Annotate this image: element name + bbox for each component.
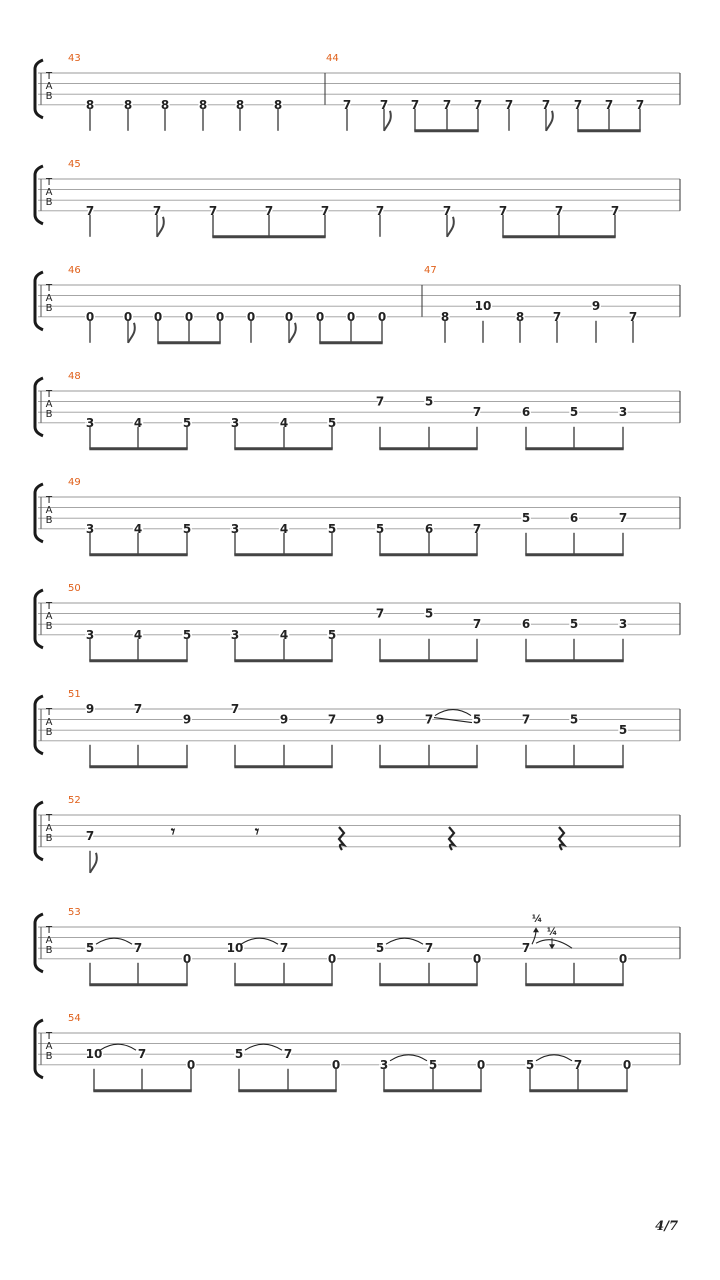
system-bracket xyxy=(35,484,43,542)
fret-number: 7 xyxy=(521,712,531,727)
fret-number: 8 xyxy=(198,97,208,112)
tab-clef-letter: B xyxy=(45,409,53,420)
fret-number: 5 xyxy=(327,415,337,430)
tab-clef-letter: T xyxy=(45,389,53,400)
fret-number: 5 xyxy=(234,1047,244,1062)
fret-number: 0 xyxy=(123,309,133,324)
fret-number: 9 xyxy=(591,299,601,314)
measure-number: 52 xyxy=(68,795,81,806)
tab-system xyxy=(35,371,680,449)
slur xyxy=(96,938,132,944)
tab-system xyxy=(35,477,680,555)
fret-number: 7 xyxy=(208,203,218,218)
fret-number: 5 xyxy=(472,712,482,727)
fret-number: 3 xyxy=(230,521,240,536)
fret-number: 7 xyxy=(85,829,95,844)
tab-system xyxy=(35,1013,680,1091)
fret-number: 7 xyxy=(137,1047,147,1062)
fret-number: 7 xyxy=(442,203,452,218)
tab-clef-letter: A xyxy=(45,81,53,92)
fret-number: 4 xyxy=(133,627,143,642)
fret-number: 9 xyxy=(182,712,192,727)
measure-number: 47 xyxy=(424,265,437,276)
fret-number: 0 xyxy=(622,1057,632,1072)
fret-number: 6 xyxy=(521,617,531,632)
fret-number: 7 xyxy=(152,203,162,218)
fret-number: 3 xyxy=(85,627,95,642)
tab-clef-letter: B xyxy=(45,515,53,526)
fret-number: 5 xyxy=(182,627,192,642)
slur xyxy=(435,710,471,716)
system-bracket xyxy=(35,802,43,860)
measure-number: 49 xyxy=(68,477,81,488)
fret-number: 7 xyxy=(85,203,95,218)
release-curve xyxy=(536,940,572,949)
fret-number: 3 xyxy=(230,627,240,642)
fret-number: 4 xyxy=(279,627,289,642)
tab-system xyxy=(35,265,680,343)
tab-system xyxy=(35,689,680,767)
fret-number: 3 xyxy=(618,405,628,420)
fret-number: 5 xyxy=(182,415,192,430)
fret-number: 5 xyxy=(375,521,385,536)
fret-number: 8 xyxy=(123,97,133,112)
slur xyxy=(536,1055,572,1061)
tab-system xyxy=(35,795,680,873)
fret-number: 8 xyxy=(273,97,283,112)
fret-number: 4 xyxy=(279,415,289,430)
tab-clef-letter: A xyxy=(45,1041,53,1052)
fret-number: 0 xyxy=(186,1057,196,1072)
measure-number: 46 xyxy=(68,265,81,276)
fret-number: 7 xyxy=(279,941,289,956)
system-bracket xyxy=(35,1020,43,1078)
fret-number: 6 xyxy=(521,405,531,420)
fret-number: 4 xyxy=(133,415,143,430)
measure-number: 44 xyxy=(326,53,339,64)
eighth-flag xyxy=(157,217,164,237)
tab-clef-letter: T xyxy=(45,177,53,188)
fret-number: 4 xyxy=(279,521,289,536)
fret-number: 5 xyxy=(85,941,95,956)
slur xyxy=(100,1044,136,1050)
tab-clef-letter: A xyxy=(45,611,53,622)
tab-clef-letter: B xyxy=(45,833,53,844)
fret-number: 0 xyxy=(85,309,95,324)
tab-clef-letter: B xyxy=(45,945,53,956)
fret-number: 7 xyxy=(521,941,531,956)
tab-clef-letter: A xyxy=(45,935,53,946)
measure-number: 51 xyxy=(68,689,81,700)
fret-number: 7 xyxy=(472,617,482,632)
fret-number: 7 xyxy=(230,702,240,716)
fret-number: 5 xyxy=(424,606,434,621)
eighth-flag xyxy=(447,217,454,237)
fret-number: 3 xyxy=(85,521,95,536)
page-number: 4/7 xyxy=(655,1219,678,1234)
tab-clef-letter: T xyxy=(45,925,53,936)
fret-number: 5 xyxy=(182,521,192,536)
fret-number: 0 xyxy=(184,309,194,324)
bend-arrow xyxy=(533,927,539,932)
fret-number: 8 xyxy=(440,309,450,324)
fret-number: 7 xyxy=(375,606,385,621)
fret-number: 7 xyxy=(472,405,482,420)
fret-number: 0 xyxy=(377,309,387,324)
tab-clef-letter: B xyxy=(45,91,53,102)
fret-number: 7 xyxy=(442,97,452,112)
fret-number: 5 xyxy=(327,627,337,642)
fret-number: 0 xyxy=(476,1057,486,1072)
fret-number: 0 xyxy=(215,309,225,324)
system-bracket xyxy=(35,378,43,436)
tab-clef-letter: A xyxy=(45,293,53,304)
fret-number: 10 xyxy=(226,941,244,956)
tab-clef-letter: B xyxy=(45,727,53,738)
eighth-rest: 𝄾 xyxy=(170,822,176,841)
fret-number: 0 xyxy=(315,309,325,324)
fret-number: 7 xyxy=(410,97,420,112)
measure-number: 53 xyxy=(68,907,81,918)
fret-number: 7 xyxy=(628,309,638,324)
fret-number: 8 xyxy=(160,97,170,112)
fret-number: 7 xyxy=(573,1057,583,1072)
fret-number: 7 xyxy=(320,203,330,218)
tab-clef-letter: T xyxy=(45,707,53,718)
tab-clef-letter: B xyxy=(45,1051,53,1062)
tab-clef-letter: T xyxy=(45,1031,53,1042)
tab-clef-letter: A xyxy=(45,399,53,410)
fret-number: 5 xyxy=(569,712,579,727)
tab-clef-letter: A xyxy=(45,823,53,834)
fret-number: 0 xyxy=(472,951,482,966)
fret-number: 8 xyxy=(515,309,525,324)
eighth-flag xyxy=(128,323,135,343)
tab-clef-letter: B xyxy=(45,303,53,314)
fret-number: 7 xyxy=(283,1047,293,1062)
system-bracket xyxy=(35,590,43,648)
tab-clef-letter: T xyxy=(45,283,53,294)
fret-number: 6 xyxy=(569,511,579,526)
fret-number: 3 xyxy=(230,415,240,430)
fret-number: 7 xyxy=(472,521,482,536)
eighth-rest: 𝄾 xyxy=(254,822,260,841)
fret-number: 7 xyxy=(379,97,389,112)
tab-clef-letter: T xyxy=(45,601,53,612)
fret-number: 5 xyxy=(424,394,434,409)
fret-number: 5 xyxy=(525,1057,535,1072)
slide xyxy=(434,718,472,723)
fret-number: 3 xyxy=(85,415,95,430)
fret-number: 9 xyxy=(375,712,385,727)
measure-number: 43 xyxy=(68,53,81,64)
fret-number: 0 xyxy=(284,309,294,324)
fret-number: 7 xyxy=(610,203,620,218)
tab-clef-letter: A xyxy=(45,187,53,198)
fret-number: 7 xyxy=(604,97,614,112)
eighth-flag xyxy=(546,111,553,131)
fret-number: 5 xyxy=(428,1057,438,1072)
fret-number: 5 xyxy=(375,941,385,956)
slur xyxy=(241,938,278,944)
fret-number: 4 xyxy=(133,521,143,536)
fret-number: 7 xyxy=(504,97,514,112)
measure-number: 45 xyxy=(68,159,81,170)
fret-number: 0 xyxy=(346,309,356,324)
tab-system xyxy=(35,907,680,985)
fret-number: 6 xyxy=(424,521,434,536)
tab-clef-letter: A xyxy=(45,717,53,728)
system-bracket xyxy=(35,914,43,972)
tab-clef-letter: T xyxy=(45,71,53,82)
fret-number: 5 xyxy=(569,617,579,632)
fret-number: 7 xyxy=(424,712,434,727)
tab-clef-letter: B xyxy=(45,197,53,208)
fret-number: 10 xyxy=(474,299,492,314)
tab-system xyxy=(35,159,680,237)
tab-system xyxy=(35,53,680,131)
fret-number: 7 xyxy=(424,941,434,956)
eighth-flag xyxy=(289,323,296,343)
tab-clef-letter: B xyxy=(45,621,53,632)
fret-number: 7 xyxy=(342,97,352,112)
fret-number: 7 xyxy=(635,97,645,112)
measure-number: 48 xyxy=(68,371,81,382)
fret-number: 5 xyxy=(618,723,628,738)
fret-number: 5 xyxy=(327,521,337,536)
system-bracket xyxy=(35,696,43,754)
fret-number: 7 xyxy=(375,203,385,218)
eighth-flag xyxy=(384,111,391,131)
eighth-flag xyxy=(90,853,97,873)
slur xyxy=(386,938,423,944)
fret-number: 0 xyxy=(182,951,192,966)
system-bracket xyxy=(35,272,43,330)
fret-number: 5 xyxy=(521,511,531,526)
fret-number: 5 xyxy=(569,405,579,420)
fret-number: 9 xyxy=(279,712,289,727)
fret-number: 7 xyxy=(375,394,385,409)
system-bracket xyxy=(35,60,43,118)
fret-number: 7 xyxy=(552,309,562,324)
release-label: ¼ xyxy=(546,927,558,939)
fret-number: 0 xyxy=(327,951,337,966)
fret-number: 7 xyxy=(573,97,583,112)
fret-number: 7 xyxy=(133,702,143,716)
fret-number: 0 xyxy=(246,309,256,324)
fret-number: 0 xyxy=(153,309,163,324)
system-bracket xyxy=(35,166,43,224)
measure-number: 54 xyxy=(68,1013,81,1024)
tab-clef-letter: A xyxy=(45,505,53,516)
fret-number: 0 xyxy=(331,1057,341,1072)
fret-number: 7 xyxy=(554,203,564,218)
fret-number: 8 xyxy=(235,97,245,112)
fret-number: 3 xyxy=(379,1057,389,1072)
bend-label: ¼ xyxy=(531,914,543,926)
fret-number: 9 xyxy=(85,702,95,716)
fret-number: 7 xyxy=(618,511,628,526)
fret-number: 10 xyxy=(85,1047,103,1062)
slur xyxy=(390,1055,427,1061)
fret-number: 3 xyxy=(618,617,628,632)
fret-number: 7 xyxy=(133,941,143,956)
fret-number: 0 xyxy=(618,951,628,966)
fret-number: 7 xyxy=(498,203,508,218)
fret-number: 8 xyxy=(85,97,95,112)
tab-clef-letter: T xyxy=(45,495,53,506)
tab-clef-letter: T xyxy=(45,813,53,824)
fret-number: 7 xyxy=(264,203,274,218)
measure-number: 50 xyxy=(68,583,81,594)
fret-number: 7 xyxy=(327,712,337,727)
slur xyxy=(245,1044,282,1050)
tab-system xyxy=(35,583,680,661)
fret-number: 7 xyxy=(541,97,551,112)
fret-number: 7 xyxy=(473,97,483,112)
